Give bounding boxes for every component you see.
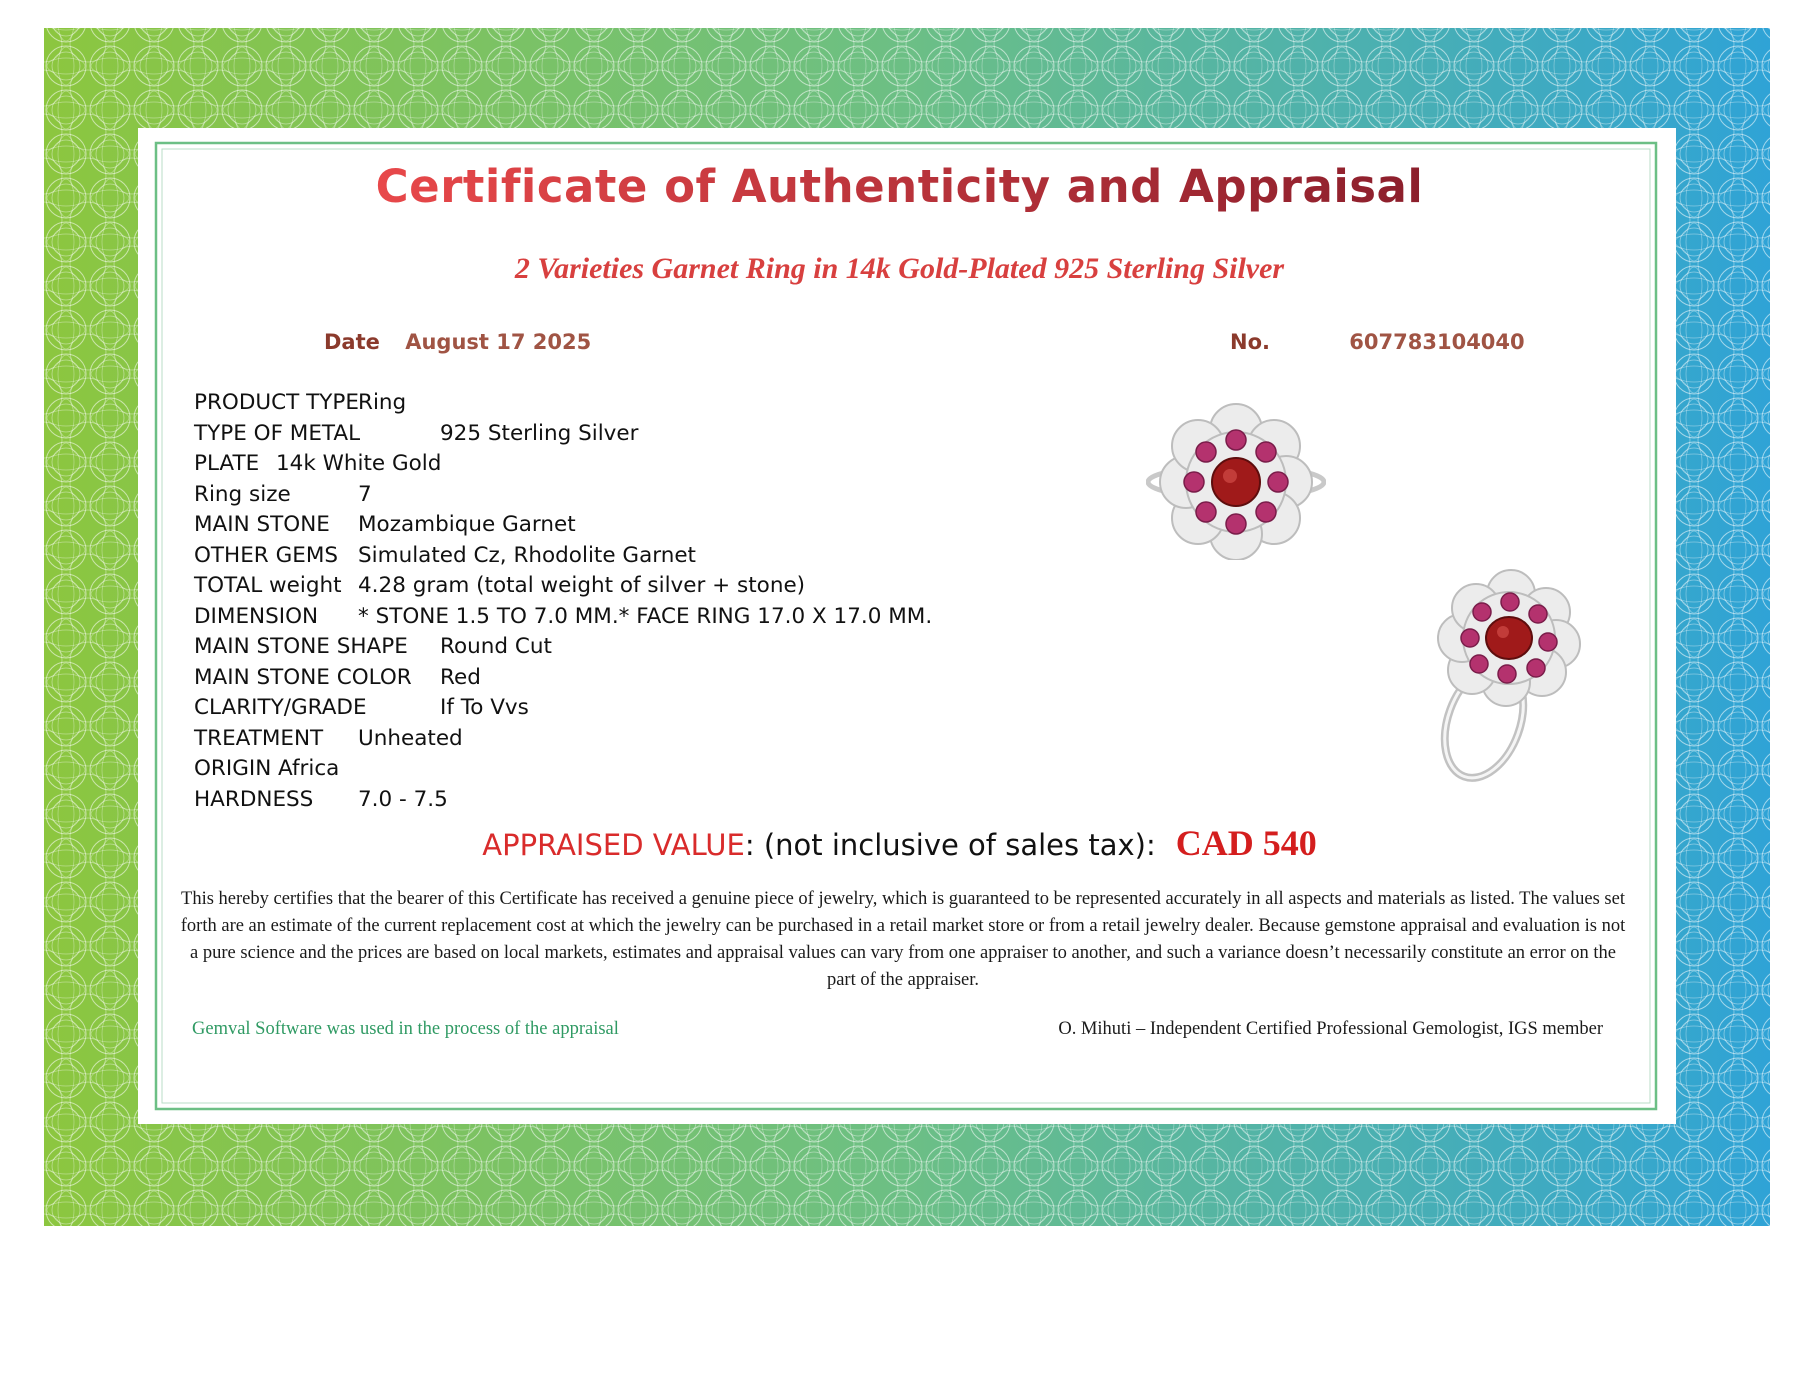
disclaimer-text: This hereby certifies that the bearer of this Certificate has received a genuine piece of jewelry, which is guaranteed to be represented accurately in all aspects and materials as listed. The values set forth are an estimate of the current replacement cost at which the jewelry can be purchased in a retail market store or from a retail jewelry dealer. Because gemstone appraisal and evaluation is not a pure science and the prices are based on local markets, estimates and appraisal values can vary from one appraiser to another, and such a variance doesn’t necessarily constitute an error on the part of the appraiser.	[180, 889, 1626, 990]
spec-value: Africa	[278, 756, 340, 781]
date-value: August 17 2025	[405, 330, 592, 354]
spec-value: Mozambique Garnet	[358, 512, 576, 537]
spec-value: 7	[358, 481, 372, 507]
spec-label: TREATMENT	[194, 725, 324, 751]
spec-value: 14k White Gold	[276, 451, 442, 476]
spec-value: Ring	[358, 390, 407, 415]
spec-label: OTHER GEMS	[194, 542, 339, 568]
spec-label: CLARITY/GRADE	[194, 695, 367, 720]
gemologist-signature: O. Mihuti – Independent Certified Professional Gemologist, IGS member	[1058, 1019, 1603, 1039]
spec-label: HARDNESS	[194, 786, 314, 812]
spec-value: If To Vvs	[440, 695, 529, 720]
spec-value: Unheated	[358, 725, 463, 751]
certificate-title: Certificate of Authenticity and Appraisal	[375, 160, 1424, 213]
spec-value: Simulated Cz, Rhodolite Garnet	[358, 542, 696, 568]
number-label: No.	[1230, 330, 1270, 354]
appraised-value-label: APPRAISED VALUE	[482, 828, 745, 862]
spec-label: PRODUCT TYPE	[194, 390, 359, 415]
spec-value: 7.0 - 7.5	[358, 786, 448, 812]
spec-label: DIMENSION	[194, 603, 319, 629]
spec-value: * STONE 1.5 TO 7.0 MM.* FACE RING 17.0 X 17.0 MM.	[358, 603, 933, 629]
appraised-value-line	[0, 822, 1799, 864]
number-value: 607783104040	[1349, 330, 1525, 354]
appraised-value-amount: CAD 540	[1175, 823, 1317, 863]
spec-value: 4.28 gram (total weight of silver + stone)	[358, 573, 806, 598]
appraised-value-note: : (not inclusive of sales tax):	[744, 828, 1156, 862]
product-subtitle: 2 Varieties Garnet Ring in 14k Gold-Plated 925 Sterling Silver	[514, 252, 1285, 285]
spec-label: PLATE	[194, 451, 260, 476]
spec-label: MAIN STONE COLOR	[194, 664, 412, 690]
spec-label: MAIN STONE	[194, 512, 330, 537]
spec-label: MAIN STONE SHAPE	[194, 634, 408, 659]
spec-label: TOTAL weight	[194, 573, 342, 598]
spec-value: 925 Sterling Silver	[440, 420, 639, 446]
date-label: Date	[324, 330, 380, 354]
ring-top-view-image	[1146, 400, 1326, 560]
spec-label: TYPE OF METAL	[194, 420, 361, 446]
software-note: Gemval Software was used in the process of the appraisal	[192, 1019, 619, 1039]
spec-label: ORIGIN	[194, 756, 272, 781]
number-field	[1230, 330, 1525, 354]
ring-angle-view-image	[1406, 566, 1596, 786]
spec-label: Ring size	[194, 481, 291, 507]
spec-value: Red	[440, 664, 481, 690]
spec-value: Round Cut	[440, 634, 552, 659]
date-field	[324, 330, 591, 354]
